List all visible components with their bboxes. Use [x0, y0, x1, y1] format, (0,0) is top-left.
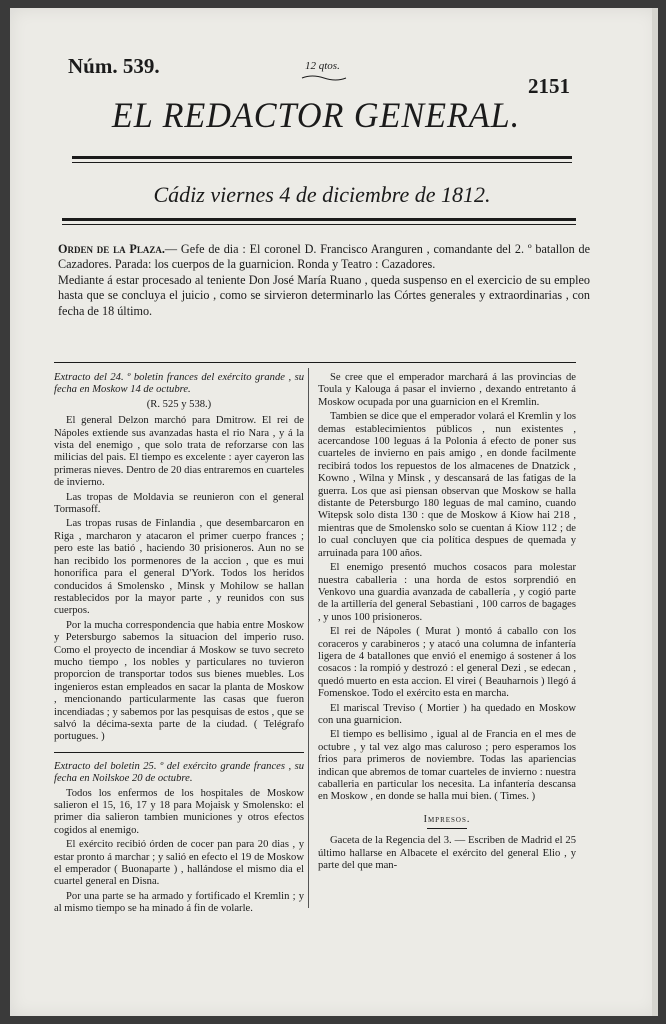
bulletin-24-heading: Extracto del 24. º boletin frances del exército grande , su fecha en Moskow 14 de octubre. — [54, 372, 304, 396]
right-column — [318, 372, 576, 874]
bulletin-25-paragraph: El exército recibió órden de cocer pan para 20 dias , y estar pronto á marchar ; y salió en efecto el 19 de Moskow el emperador ( Buonaparte ) , hallándose el mismo dia el cuartel general en Disna. — [54, 839, 304, 888]
bulletin-24-paragraph: Por la mucha correspondencia que habia entre Moskow y Petersburgo sabemos la situacion del imperio ruso. Como el proyecto de incendiar á Moskow se tuvo secreto mucho tiempo , los nobles y particulares no tuvieron proporcion de transportar todos sus bienes muebles. Los ingenieros estan empleados en sacar la planta de Moskow , mencionando particularmente las casas que fueron incendiadas ; y sabemos por las pesquisas de estos , que se salvó la décima-sexta parte de la ciudad. ( Telégrafo portugues. ) — [54, 619, 304, 743]
masthead-title: EL REDACTOR GENERAL. — [111, 95, 521, 135]
orden-paragraph-1 — [58, 242, 590, 273]
newspaper-page — [10, 8, 658, 1016]
bulletin-24-reference: (R. 525 y 538.) — [146, 398, 212, 410]
impresos-heading: Impresos. — [423, 813, 471, 825]
column-separator — [308, 368, 309, 908]
right-paragraph: El enemigo presentó muchos cosacos para molestar nuestra caballeria : una horda de estos sorprendió en Venkovo una guardia avanzada de caballería , y cogió parte de la artillería del general Sebastiani , 100 carros de bagages , y unos 100 prisioneros. — [318, 562, 576, 623]
right-paragraph: Se cree que el emperador marchará á las provincias de Toula y Kalouga á pasar el invierno , dexando entretanto á Moskow ocupada por una guarnicion en el Kremlin. — [318, 372, 576, 408]
price: 12 qtos. — [305, 60, 340, 72]
bulletin-25-heading: Extracto del boletin 25. º del exército grande frances , su fecha en Noilskoe 20 de octubre. — [54, 760, 304, 785]
right-paragraph: El mariscal Treviso ( Mortier ) ha quedado en Moskow con una guarnicion. — [318, 702, 576, 726]
masthead-rule-top — [72, 156, 572, 159]
page-edge — [652, 8, 658, 1016]
right-paragraph: El tiempo es bellisimo , igual al de Francia en el mes de octubre , y tal vez algo mas caluroso ; pero esperamos los frios para primeros de noviembre. Todas las apariencias indican que abremos de tomar cuarteles de invierno : nuestra caballeria en particular los necesita. La infantería descansa en Moskow , en donde se halla mui bien. ( Times. ) — [318, 729, 576, 803]
article-divider — [54, 752, 304, 753]
bulletin-25-paragraph: Por una parte se ha armado y fortificado el Kremlin ; y al mismo tiempo se ha minado á fin de volarle. — [54, 890, 304, 915]
orden-text-1: — Gefe de dia : El coronel D. Francisco Aranguren , comandante del 2. º batallon de Cazadores. Parada: los cuerpos de la guarnicion. Ronda y Teatro : Cazadores. — [58, 242, 590, 272]
right-paragraph: Tambien se dice que el emperador volará el Kremlin y los demas establecimientos públicos , nun existentes , acercandose 100 leguas á la Polonia á efecto de poner sus cuarteles de invierno en pais amigo , en donde facilmente recibirá todos los repuestos de los almacenes de Dnatzick , Kowno , Wilna y Minsk , y descansará de las fatigas de la guerra. Los que asi piensan observan que Moskow se halla distante de Petersburgo 180 leguas de mal camino, cuando Witepsk solo dista 130 : que de Moskow á Kiow hai 218 , mientras que de Smolensko solo se cuentan á Kiow 112 ; de lo cual concluyen que cia política despues de quemada y arruinada para 100 años. — [318, 411, 576, 559]
bulletin-25-paragraph: Todos los enfermos de los hospitales de Moskow salieron el 15, 16, 17 y 18 para Mojaisk y Smolensko: el primer dia salieron tambien municiones y otros efectos cogidos al enemigo. — [54, 787, 304, 836]
dateline-rule — [62, 218, 576, 221]
right-paragraph: El rei de Nápoles ( Murat ) montó á caballo con los coraceros y carabineros ; y atacó una columna de infantería ligera de 4 batallones que envió el enemigo á sostener á los cosacos : la rompió y destrozó : el general Dezi , se edecan , quedó muerto en esta accion. El virei ( Beauharnois ) llegó á Fomenskoe. Todo el exército esta en marcha. — [318, 626, 576, 700]
dateline-rule-thin — [62, 224, 576, 225]
bulletin-24-paragraph: Las tropas de Moldavia se reunieron con el general Tormasoff. — [54, 491, 304, 516]
bulletin-24-paragraph: El general Delzon marchó para Dmitrow. El rei de Nápoles extiende sus avanzadas hasta el rio Nara , y á la vista del enemigo , que solo trata de reforzarse con las milicias del pais. El tiempo es excelente : ayer cayeron las primeras nieves. Dentro de 20 dias entraremos en cuarteles de invierno. — [54, 415, 304, 489]
section-rule — [54, 362, 576, 363]
orden-de-la-plaza — [58, 242, 590, 319]
orden-label: Orden de la Plaza. — [58, 242, 165, 256]
page-number: 2151 — [528, 74, 570, 98]
left-column — [54, 372, 304, 918]
issue-number: Núm. 539. — [68, 54, 160, 78]
price-flourish — [300, 74, 348, 82]
dateline: Cádiz viernes 4 de diciembre de 1812. — [153, 182, 491, 207]
gaceta-paragraph: Gaceta de la Regencia del 3. — Escriben de Madrid el 25 último hallarse en Albacete el exército del general Elio , y parte del que man- — [318, 835, 576, 872]
masthead-rule-top-thin — [72, 162, 572, 163]
orden-paragraph-2: Mediante á estar procesado al teniente Don José María Ruano , queda suspenso en el exercicio de su empleo hasta que se concluya el juicio , como se sirvieron determinarlo las Córtes generales y extraordinarias , con fecha de 18 último. — [58, 272, 590, 318]
bulletin-24-paragraph: Las tropas rusas de Finlandia , que desembarcaron en Riga , marcharon y atacaron el primer cuerpo frances ; pero este las batió , haciendo 30 prisioneros. Aun no se han recibido los pormenores de la accion , que es mui honorífica para el general D'York. Todos los heridos conducidos á Smolensko , Minsk y Mohilow se hallan restablecidos por la mayor parte , y reunidos con sus cuerpos. — [54, 518, 304, 617]
impresos-rule — [427, 828, 467, 829]
